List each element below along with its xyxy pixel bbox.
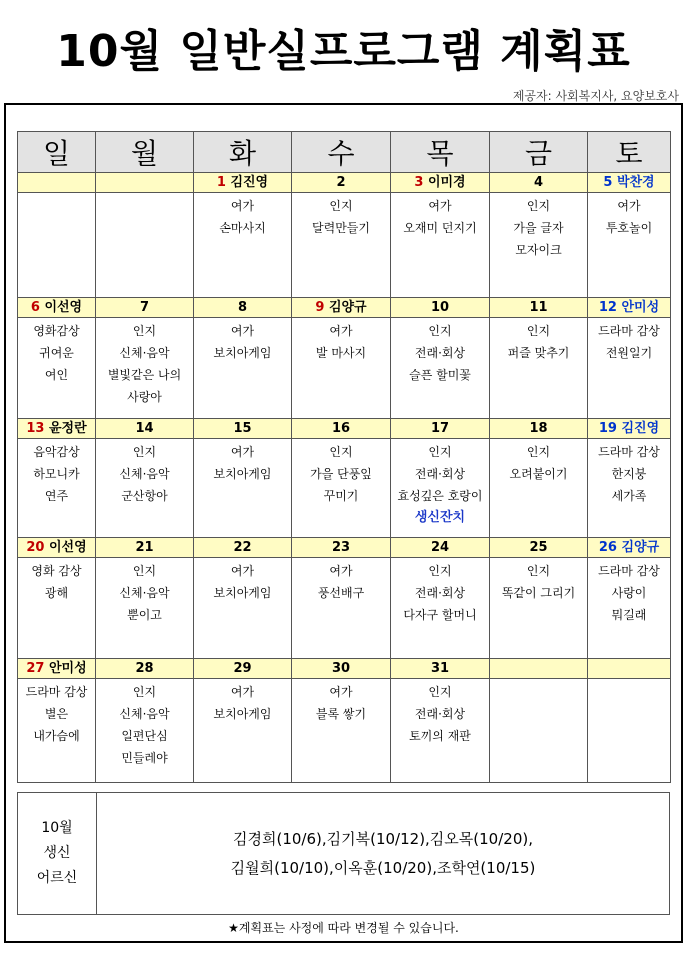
program-line: 내가슴에 [33,729,80,743]
date-header-cell [292,659,391,679]
program-line: 민들레야 [121,751,168,765]
program-line: 여가 [230,445,255,459]
program-line: 가을 단풍잎 [310,467,372,481]
program-line: 드라마 감상 [598,324,660,338]
program-row [18,318,671,419]
date-header-cell [490,173,588,193]
calendar-table [17,131,671,783]
program-line: 광해 [44,586,69,600]
day-number: 25 [529,539,548,555]
program-line: 전래·회상 [414,586,466,600]
staff-name: 김양규 [621,539,660,555]
staff-name: 이선영 [44,299,83,315]
program-line: 여가 [428,199,452,213]
program-line: 효성깊은 호랑이 [397,489,483,503]
program-line: 여가 [329,564,353,578]
day-number: 16 [331,420,351,436]
program-cell [18,439,96,538]
program-line: 전래·회상 [414,467,466,481]
program-cell [96,679,194,783]
weekday-tue: 화 [194,132,292,173]
date-header-cell [96,538,194,558]
date-header-cell [490,419,588,439]
birthday-names-line: 김월희(10/10),이옥훈(10/20),조학연(10/15) [230,858,536,877]
date-header-cell [588,419,671,439]
program-line: 드라마 감상 [598,445,660,459]
program-cell [18,679,96,783]
program-cell [292,558,391,659]
program-line: 블록 쌓기 [315,707,367,721]
program-line: 인지 [428,324,452,338]
date-header-cell [490,538,588,558]
program-line: 꾸미기 [323,489,359,503]
program-cell [96,193,194,298]
program-line: 슬픈 할미꽃 [409,368,471,382]
program-row [18,558,671,659]
date-header-cell [194,659,292,679]
program-line: 오려붙이기 [509,467,568,481]
program-line: 달력만들기 [312,221,370,235]
program-cell [194,193,292,298]
staff-name: 김진영 [230,174,269,190]
program-cell [96,558,194,659]
birthday-names-line: 김경희(10/6),김기복(10/12),김오목(10/20), [233,829,533,848]
date-header-cell [588,659,671,679]
program-line: 여가 [329,324,353,338]
program-cell [292,439,391,538]
program-cell [490,679,588,783]
staff-name: 윤정란 [48,420,87,436]
date-header-cell [18,298,96,318]
staff-name: 안미성 [621,299,660,315]
birthday-party-label: 생신잔치 [414,510,466,525]
program-line: 손마사지 [219,221,266,235]
program-line: 뿐이고 [127,608,162,622]
date-header-cell [292,419,391,439]
footer-note: ★계획표는 사정에 따라 변경될 수 있습니다. [228,921,459,935]
day-number: 26 [598,539,617,555]
date-header-cell [96,298,194,318]
program-cell [194,439,292,538]
program-line: 토끼의 재판 [409,729,471,743]
program-line: 인지 [329,199,353,213]
program-line: 보치아게임 [213,346,272,360]
program-line: 여가 [329,685,353,699]
program-cell [490,318,588,419]
date-header-cell [18,659,96,679]
date-header-row [18,173,671,193]
program-line: 일편단심 [121,729,168,743]
date-header-cell [96,419,194,439]
program-line: 다자구 할머니 [403,608,477,622]
program-line: 풍선배구 [317,586,365,600]
day-number: 4 [533,174,544,190]
program-line: 신체·음악 [119,707,170,721]
program-line: 똑같이 그리기 [501,586,576,600]
program-line: 인지 [132,564,157,578]
date-header-cell [292,538,391,558]
date-header-cell [391,538,490,558]
program-cell [292,318,391,419]
weekday-thu: 목 [391,132,490,173]
weekday-sat: 토 [588,132,671,173]
day-number: 23 [331,539,351,555]
program-cell [292,193,391,298]
program-row [18,439,671,538]
program-cell [96,439,194,538]
program-line: 신체·음악 [119,346,170,360]
date-header-cell [391,298,490,318]
program-line: 인지 [526,445,551,459]
program-line: 영화감상 [33,324,80,338]
program-line: 귀여운 [39,346,74,360]
date-header-row [18,538,671,558]
staff-name: 박찬경 [616,174,655,190]
staff-name: 김양규 [328,299,367,315]
day-number: 12 [598,299,617,315]
date-header-cell [490,659,588,679]
program-line: 인지 [329,445,353,459]
program-line: 보치아게임 [213,586,272,600]
program-cell [194,679,292,783]
birthday-box [17,792,670,915]
date-header-cell [292,173,391,193]
program-line: 인지 [428,685,452,699]
staff-name: 김진영 [621,420,660,436]
day-number: 8 [237,299,248,315]
day-number: 18 [529,420,548,436]
day-number: 10 [430,299,450,315]
day-number: 17 [430,420,450,436]
date-header-cell [18,419,96,439]
date-header-cell [391,419,490,439]
birthday-label-line: 생신 [43,845,71,861]
program-line: 발 마사지 [315,346,367,360]
program-line: 연주 [44,489,69,503]
program-line: 신체·음악 [119,586,170,600]
birthday-label [18,793,97,914]
program-cell [490,193,588,298]
day-number: 30 [331,660,351,676]
day-number: 22 [233,539,252,555]
day-number: 19 [598,420,617,436]
program-line: 음악감상 [33,445,80,459]
program-line: 여가 [230,199,255,213]
birthday-label-line: 10월 [41,820,73,836]
weekday-wed: 수 [292,132,391,173]
day-number: 9 [315,299,325,315]
program-line: 가을 글자 [513,221,564,235]
program-line: 여가 [617,199,641,213]
day-number: 28 [135,660,154,676]
program-line: 투호놀이 [605,221,653,235]
program-cell [391,679,490,783]
program-line: 사랑아 [127,390,162,404]
weekday-row [18,132,671,173]
date-header-cell [588,298,671,318]
program-cell [588,193,671,298]
program-cell [194,318,292,419]
day-number: 3 [414,174,424,190]
program-cell [18,558,96,659]
program-line: 한지붕 [611,467,647,481]
program-line: 인지 [132,685,157,699]
program-line: 전래·회상 [414,707,466,721]
program-line: 인지 [428,564,452,578]
program-line: 뭐길래 [611,608,647,622]
program-cell [391,558,490,659]
program-line: 인지 [526,324,551,338]
program-row [18,679,671,783]
program-line: 전원일기 [605,346,653,360]
staff-name: 안미성 [48,660,87,676]
date-header-row [18,419,671,439]
program-line: 여가 [230,324,255,338]
day-number: 13 [26,420,45,436]
day-number: 7 [139,299,150,315]
day-number: 5 [603,174,613,190]
day-number: 21 [135,539,154,555]
program-cell [391,318,490,419]
weekday-sun: 일 [18,132,96,173]
program-cell [18,318,96,419]
program-line: 신체·음악 [119,467,170,481]
program-cell [391,439,490,538]
staff-name: 이선영 [48,539,87,555]
program-line: 여가 [230,685,255,699]
program-line: 군산항아 [121,489,168,503]
program-cell [588,318,671,419]
program-line: 별빛같은 나의 [107,368,182,382]
program-line: 여인 [44,368,69,382]
day-number: 15 [233,420,252,436]
program-cell [588,439,671,538]
program-line: 보치아게임 [213,467,272,481]
day-number: 2 [336,174,346,190]
date-header-cell [194,298,292,318]
date-header-cell [588,173,671,193]
program-line: 별은 [44,707,69,721]
date-header-cell [18,538,96,558]
program-line: 전래·회상 [414,346,466,360]
program-line: 하모니카 [33,467,80,481]
birthday-names [97,793,669,914]
program-line: 사랑이 [611,586,647,600]
day-number: 1 [216,174,226,190]
program-line: 드라마 감상 [598,564,660,578]
program-line: 보치아게임 [213,707,272,721]
program-cell [194,558,292,659]
program-cell [588,679,671,783]
program-cell [292,679,391,783]
date-header-cell [18,173,96,193]
date-header-cell [96,659,194,679]
day-number: 20 [26,539,45,555]
program-row [18,193,671,298]
day-number: 6 [30,299,40,315]
program-line: 모자이크 [515,243,562,257]
staff-name: 이미경 [427,174,466,190]
program-line: 퍼즐 맞추기 [507,346,570,360]
program-line: 인지 [526,564,551,578]
program-line: 인지 [132,324,157,338]
page-title: 10월 일반실프로그램 계획표 [56,26,631,77]
day-number: 14 [135,420,154,436]
date-header-cell [490,298,588,318]
program-cell [490,558,588,659]
weekday-fri: 금 [490,132,588,173]
program-line: 인지 [428,445,452,459]
day-number: 27 [26,660,45,676]
program-line: 여가 [230,564,255,578]
date-header-row [18,659,671,679]
date-header-cell [194,538,292,558]
date-header-cell [391,173,490,193]
program-line: 세가족 [611,489,647,503]
program-line: 인지 [526,199,551,213]
date-header-cell [391,659,490,679]
date-header-cell [588,538,671,558]
provider-text: 제공자: 사회복지사, 요양보호사 [512,89,679,103]
program-line: 인지 [132,445,157,459]
day-number: 29 [233,660,252,676]
program-cell [96,318,194,419]
program-line: 오재미 던지기 [403,221,477,235]
date-header-cell [292,298,391,318]
birthday-label-line: 어르신 [36,870,78,886]
program-line: 영화 감상 [31,564,82,578]
program-line: 드라마 감상 [25,685,88,699]
weekday-mon: 월 [96,132,194,173]
day-number: 31 [430,660,450,676]
program-cell [18,193,96,298]
date-header-cell [96,173,194,193]
program-cell [490,439,588,538]
date-header-cell [194,419,292,439]
date-header-cell [194,173,292,193]
day-number: 11 [529,299,548,315]
program-cell [588,558,671,659]
date-header-row [18,298,671,318]
day-number: 24 [430,539,450,555]
program-cell [391,193,490,298]
